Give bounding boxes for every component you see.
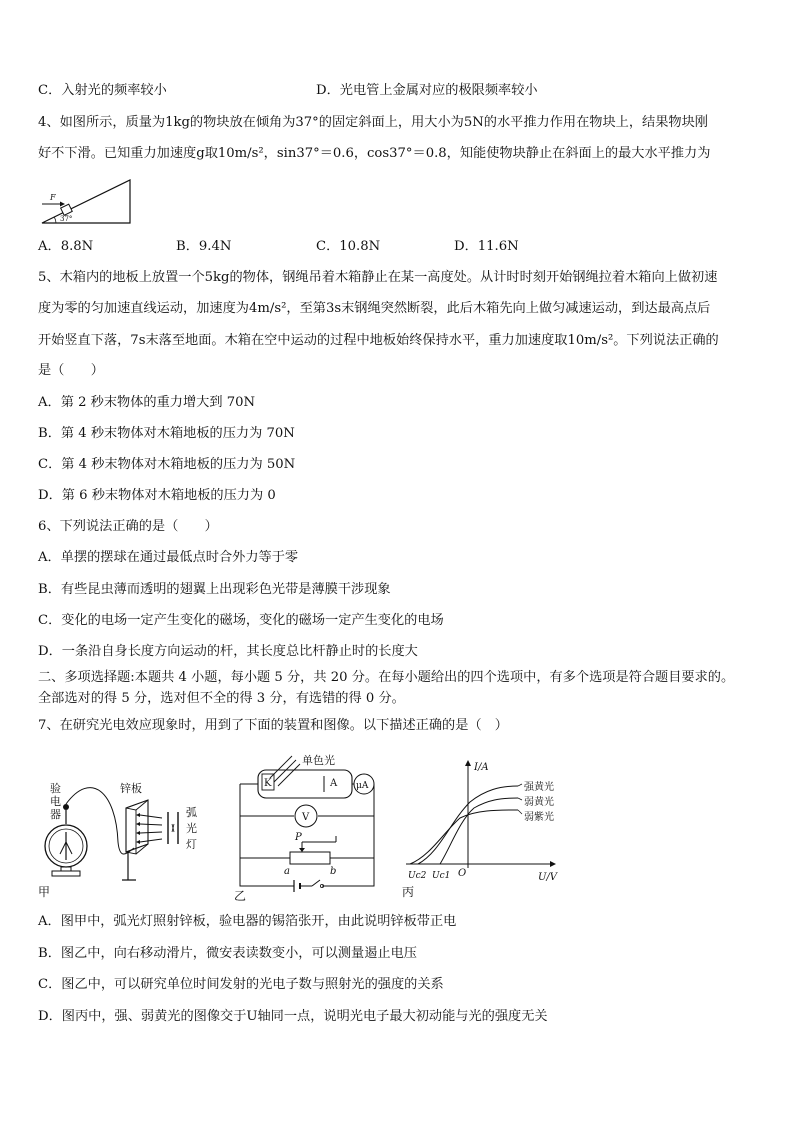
electroscope-char-3: 器 bbox=[50, 808, 61, 821]
q5-option-a: A．第 2 秒末物体的重力增大到 70N bbox=[38, 395, 256, 410]
q5-option-b: B．第 4 秒末物体对木箱地板的压力为 70N bbox=[38, 426, 295, 441]
q7-option-b: B．图乙中，向右移动滑片，微安表读数变小，可以测量遏止电压 bbox=[38, 946, 417, 961]
q4-option-a: A．8.8N bbox=[38, 239, 94, 254]
q7-figure-bing bbox=[400, 752, 570, 902]
q7-option-c: C．图乙中，可以研究单位时间发射的光电子数与照射光的强度的关系 bbox=[38, 977, 444, 992]
q5-option-c: C．第 4 秒末物体对木箱地板的压力为 50N bbox=[38, 457, 296, 472]
voltmeter-label: V bbox=[302, 812, 310, 823]
microammeter-label: μA bbox=[356, 781, 369, 791]
q5-stem-line3: 开始竖直下落，7s末落至地面。木箱在空中运动的过程中地板始终保持水平，重力加速度取10m/s²。下列说法正确的 bbox=[38, 333, 719, 348]
uc1-label: Uc1 bbox=[432, 871, 451, 881]
zinc-plate-label: 锌板 bbox=[120, 782, 142, 795]
q5-stem-line4: 是（ ） bbox=[38, 363, 104, 378]
q3-option-c: C．入射光的频率较小 bbox=[38, 83, 167, 98]
q5-stem-line1: 5、木箱内的地板上放置一个5kg的物体，钢绳吊着木箱静止在某一高度处。从计时时刻开始钢绳拉着木箱向上做初速 bbox=[38, 270, 718, 285]
q7-option-d: D．图丙中，强、弱黄光的图像交于U轴同一点，说明光电子最大初动能与光的强度无关 bbox=[38, 1009, 548, 1024]
curve-label-weak-yellow: 弱黄光 bbox=[524, 797, 554, 808]
q6-option-c: C．变化的电场一定产生变化的磁场，变化的磁场一定产生变化的电场 bbox=[38, 613, 444, 628]
q4-stem-line2: 好不下滑。已知重力加速度g取10m/s²，sin37°＝0.6，cos37°＝0.8，知能使物块静止在斜面上的最大水平推力为 bbox=[38, 146, 711, 161]
monochromatic-light-label: 单色光 bbox=[302, 754, 335, 767]
q4-option-d: D．11.6N bbox=[454, 239, 519, 254]
angle-arc bbox=[55, 217, 57, 223]
end-a-label: a bbox=[284, 866, 290, 877]
uc2-label: Uc2 bbox=[408, 871, 427, 881]
figure-yi-label: 乙 bbox=[234, 889, 247, 902]
electroscope-char-2: 电 bbox=[50, 795, 61, 808]
force-arrowhead bbox=[60, 202, 65, 207]
q4-incline-figure bbox=[38, 176, 138, 228]
curve-label-strong-yellow: 强黄光 bbox=[524, 782, 554, 793]
q6-option-b: B．有些昆虫薄而透明的翅翼上出现彩色光带是薄膜干涉现象 bbox=[38, 582, 391, 597]
q5-option-d: D．第 6 秒末物体对木箱地板的压力为 0 bbox=[38, 488, 276, 503]
q6-option-a: A．单摆的摆球在通过最低点时合外力等于零 bbox=[38, 550, 299, 565]
anode-label: A bbox=[330, 778, 338, 789]
arc-lamp-char-1: 弧 bbox=[186, 806, 197, 819]
q5-stem-line2: 度为零的匀加速直线运动，加速度为4m/s²，至第3s末钢绳突然断裂，此后木箱先向上做匀减速运动，到达最高点后 bbox=[38, 301, 711, 316]
origin-label: O bbox=[458, 868, 467, 879]
q4-option-b: B．9.4N bbox=[176, 239, 232, 254]
q7-option-a: A．图甲中，弧光灯照射锌板，验电器的锡箔张开，由此说明锌板带正电 bbox=[38, 914, 457, 929]
section2-heading-line2: 全部选对的得 5 分，选对但不全的得 3 分，有选错的得 0 分。 bbox=[38, 691, 405, 706]
q3-option-d: D．光电管上金属对应的极限频率较小 bbox=[316, 83, 538, 98]
curve-weak-yellow bbox=[440, 798, 518, 864]
q4-option-c: C．10.8N bbox=[316, 239, 381, 254]
force-label: F bbox=[50, 193, 56, 202]
u-axis-label: U/V bbox=[538, 872, 558, 883]
curve-weak-violet bbox=[410, 810, 518, 864]
electroscope-char-1: 验 bbox=[50, 782, 61, 795]
q6-option-d: D．一条沿自身长度方向运动的杆，其长度总比杆静止时的长度大 bbox=[38, 644, 418, 659]
q7-figure-yi bbox=[232, 748, 382, 902]
q4-stem-line1: 4、如图所示，质量为1kg的物块放在倾角为37°的固定斜面上，用大小为5N的水平推力作用在物块上，结果物块刚 bbox=[38, 115, 708, 130]
i-axis-label: I/A bbox=[474, 762, 489, 773]
cathode-label: K bbox=[264, 778, 272, 789]
arc-lamp-char-2: 光 bbox=[186, 822, 197, 835]
figure-jia-label: 甲 bbox=[38, 885, 51, 899]
q7-figure-jia bbox=[36, 752, 206, 902]
section2-heading-line1: 二、多项选择题:本题共 4 小题，每小题 5 分，共 20 分。在每小题给出的四个选项中，有多个选项是符合题目要求的。 bbox=[38, 670, 735, 685]
zinc-plate bbox=[126, 800, 148, 852]
angle-label: 37° bbox=[60, 215, 73, 223]
end-b-label: b bbox=[330, 866, 337, 877]
rheostat bbox=[290, 852, 330, 864]
arc-lamp-char-3: 灯 bbox=[186, 838, 197, 851]
figure-bing-label: 丙 bbox=[402, 885, 415, 899]
q7-stem: 7、在研究光电效应现象时，用到了下面的装置和图像。以下描述正确的是（ ） bbox=[38, 718, 508, 733]
q6-stem: 6、下列说法正确的是（ ） bbox=[38, 519, 218, 534]
curve-label-weak-violet: 弱紫光 bbox=[524, 812, 554, 823]
slider-label: P bbox=[295, 832, 302, 843]
